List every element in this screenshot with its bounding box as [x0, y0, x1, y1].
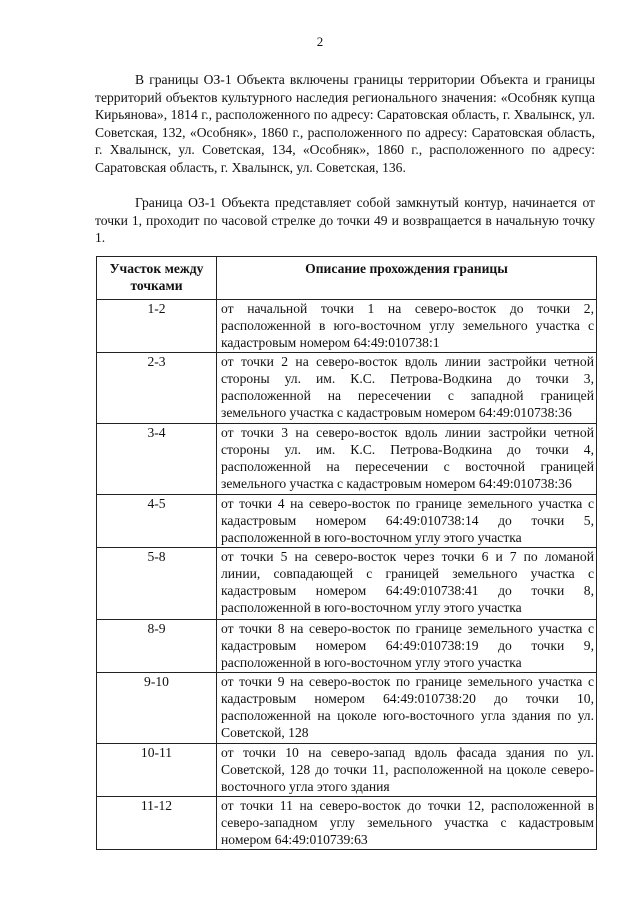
segment-cell: 2-3 — [97, 352, 217, 423]
segment-cell: 9-10 — [97, 672, 217, 743]
segment-cell: 5-8 — [97, 547, 217, 619]
table-row — [97, 672, 597, 743]
table-header-row — [97, 257, 597, 300]
table-row — [97, 547, 597, 619]
table-row — [97, 423, 597, 494]
segment-cell: 4-5 — [97, 494, 217, 547]
header-description: Описание прохождения границы — [217, 257, 597, 300]
segment-cell: 3-4 — [97, 423, 217, 494]
paragraph2-text: Граница ОЗ-1 Объекта представляет собой замкнутый контур, начинается от точки 1, проходит по часовой стрелке до точки 49 и возвращается в начальную точку 1. — [95, 195, 595, 246]
segment-cell: 10-11 — [97, 743, 217, 796]
table-row — [97, 494, 597, 547]
description-cell: от точки 11 на северо-восток до точки 12, расположенной в северо-западном углу земельного участка с кадастровым номером 64:49:010739:63 — [217, 796, 597, 849]
table-row — [97, 743, 597, 796]
segment-cell: 11-12 — [97, 796, 217, 849]
table-row — [97, 352, 597, 423]
paragraph-boundary-contour — [95, 194, 595, 247]
table-row — [97, 796, 597, 849]
description-cell: от точки 10 на северо-запад вдоль фасада здания по ул. Советской, 128 до точки 11, расположенной на цоколе северо-восточного угла этого здания — [217, 743, 597, 796]
description-cell: от точки 4 на северо-восток по границе земельного участка с кадастровым номером 64:49:010738:14 до точки 5, расположенной в юго-восточном углу этого участка — [217, 494, 597, 547]
table-row — [97, 300, 597, 353]
description-cell: от точки 3 на северо-восток вдоль линии застройки четной стороны ул. им. К.С. Петрова-Водкина до точки 4, расположенной на пересечении с восточной границей земельного участка с кадастровым номером 64:49:010738:36 — [217, 423, 597, 494]
description-cell: от точки 5 на северо-восток через точки 6 и 7 по ломаной линии, совпадающей с границей земельного участка с кадастровым номером 64:49:010738:41 до точки 8, расположенной в юго-восточном углу этого участка — [217, 547, 597, 619]
paragraph-boundaries-included — [95, 71, 595, 177]
segment-cell: 8-9 — [97, 619, 217, 672]
description-cell: от точки 9 на северо-восток по границе земельного участка с кадастровым номером 64:49:010738:20 до точки 10, расположенной на цоколе юго-восточного угла здания по ул. Советской, 128 — [217, 672, 597, 743]
segment-cell: 1-2 — [97, 300, 217, 353]
page-number: 2 — [316, 34, 324, 49]
boundary-table — [96, 256, 597, 850]
description-cell: от точки 8 на северо-восток по границе земельного участка с кадастровым номером 64:49:010738:19 до точки 9, расположенной в юго-восточном углу этого участка — [217, 619, 597, 672]
header-segment: Участок между точками — [97, 257, 217, 300]
description-cell: от точки 2 на северо-восток вдоль линии застройки четной стороны ул. им. К.С. Петрова-Водкина до точки 3, расположенной на пересечении с западной границей земельного участка с кадастровым номером 64:49:010738:36 — [217, 352, 597, 423]
description-cell: от начальной точки 1 на северо-восток до точки 2, расположенной в юго-восточном углу земельного участка с кадастровым номером 64:49:010738:1 — [217, 300, 597, 353]
table-row — [97, 619, 597, 672]
paragraph1-text: В границы ОЗ-1 Объекта включены границы территории Объекта и границы территорий объектов культурного наследия регионального значения: «Особняк купца Кирьянова», 1814 г., расположенного по адресу: Саратовская область, г. Хвалынск, ул. Советская, 132, «Особняк», 1860 г., расположенного по адресу: Саратовская область, г. Хвалынск, ул. Советская, 134, «Особняк», 1860 г., расположенного по адресу: Саратовская область, г. Хвалынск, ул. Советская, 136. — [95, 72, 595, 175]
